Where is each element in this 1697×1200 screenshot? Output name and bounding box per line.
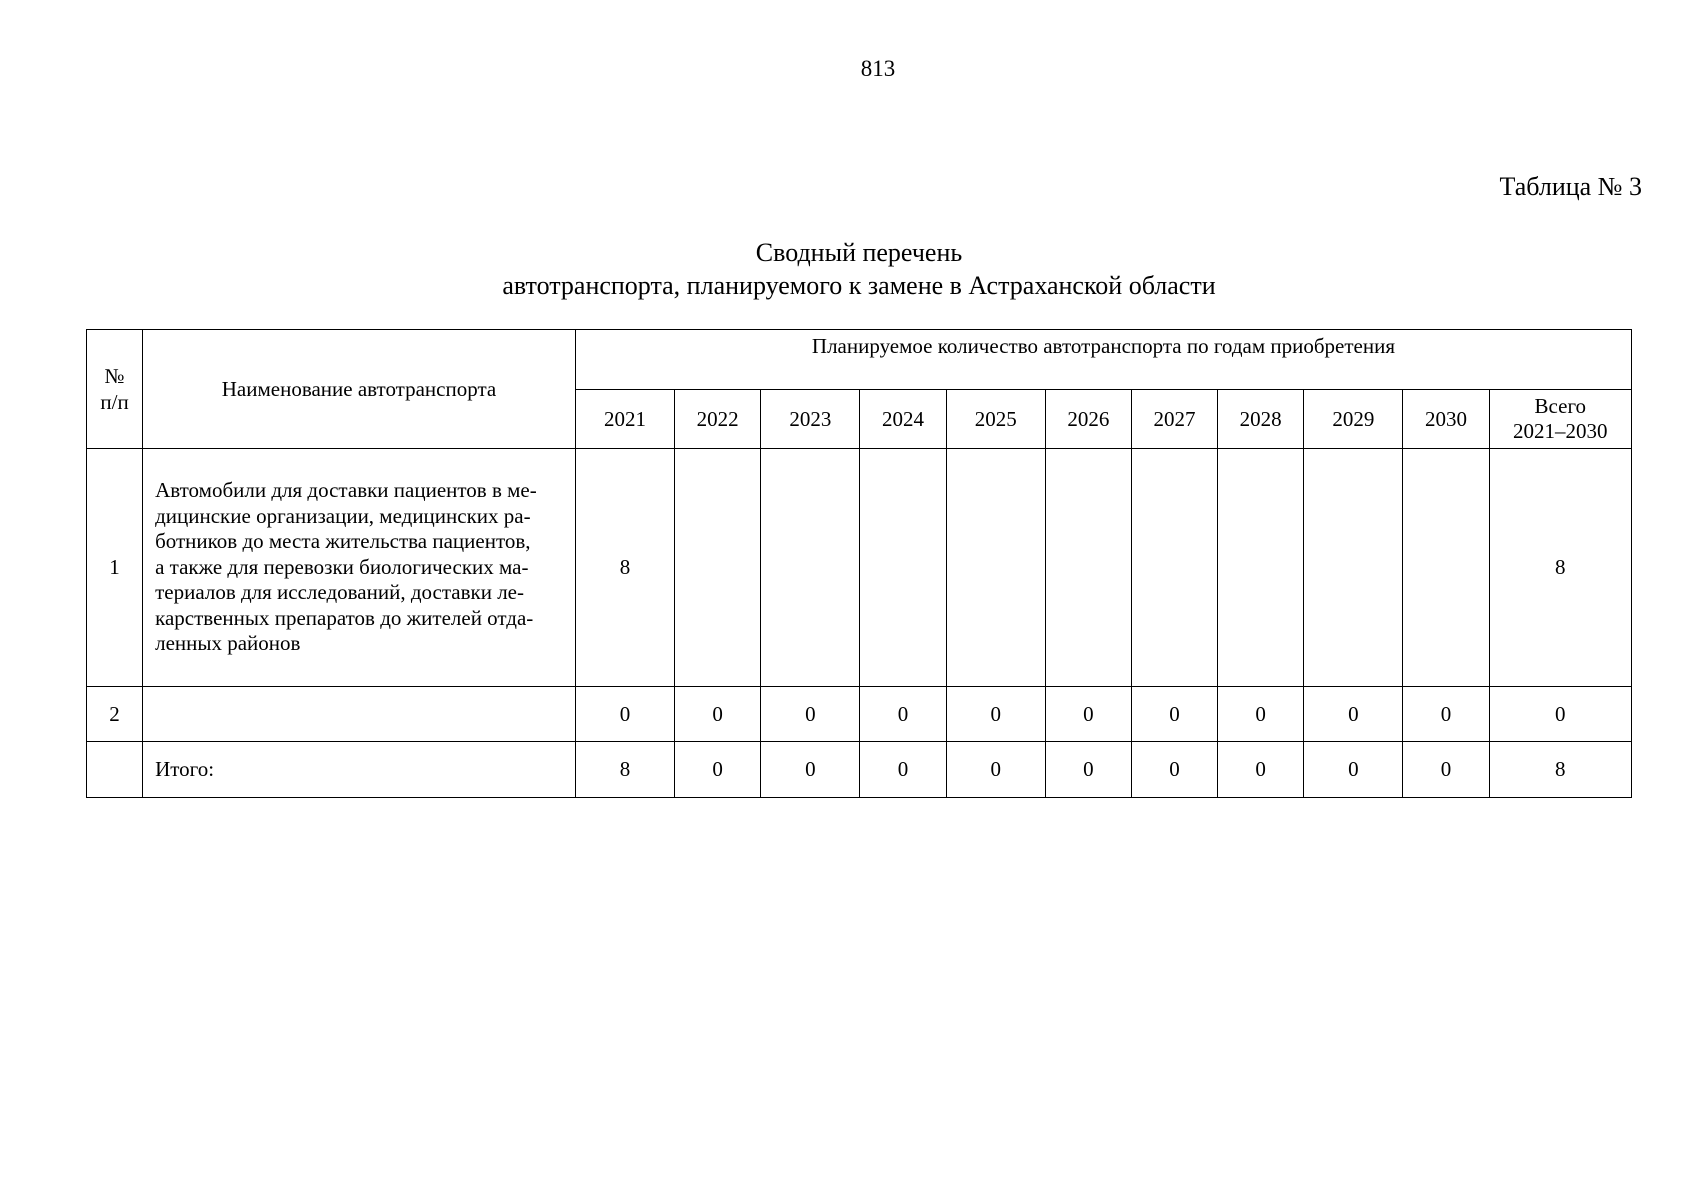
column-header-year: 2025 <box>946 390 1045 449</box>
vehicle-name-line: карственных препаратов до жителей отда- <box>155 605 534 630</box>
summary-value-cell: 0 <box>946 742 1045 798</box>
year-value-cell: 0 <box>761 687 860 742</box>
vehicle-name-line: Автомобили для доставки пациентов в ме- <box>155 478 537 503</box>
year-value-cell <box>946 449 1045 687</box>
year-value-cell: 0 <box>1131 687 1217 742</box>
header-row-group <box>87 330 1632 390</box>
vehicle-name-cell <box>143 687 576 742</box>
vehicle-name-line: а также для перевозки биологических ма- <box>155 554 529 579</box>
document-title-line-1: Сводный перечень <box>755 238 963 267</box>
table-row <box>87 687 1632 742</box>
row-number-cell: 2 <box>87 687 143 742</box>
column-header-name: Наименование автотранспорта <box>143 330 576 449</box>
total-value-cell: 0 <box>1489 687 1631 742</box>
table-label: Таблица № 3 <box>1499 172 1642 201</box>
summary-row <box>87 742 1632 798</box>
summary-value-cell: 8 <box>575 742 674 798</box>
summary-value-cell: 0 <box>860 742 946 798</box>
column-header-total-line-1: Всего <box>1534 394 1587 418</box>
column-header-year: 2028 <box>1218 390 1304 449</box>
column-header-year: 2024 <box>860 390 946 449</box>
year-value-cell: 0 <box>675 687 761 742</box>
document-title <box>86 236 1632 302</box>
vehicle-name-line: териалов для исследований, доставки ле- <box>155 580 524 605</box>
year-value-cell: 8 <box>575 449 674 687</box>
year-value-cell: 0 <box>860 687 946 742</box>
year-value-cell <box>860 449 946 687</box>
year-value-cell <box>1131 449 1217 687</box>
year-value-cell: 0 <box>1304 687 1403 742</box>
year-value-cell: 0 <box>1218 687 1304 742</box>
summary-value-cell: 0 <box>1304 742 1403 798</box>
year-value-cell <box>1045 449 1131 687</box>
year-value-cell <box>1218 449 1304 687</box>
year-value-cell <box>1403 449 1489 687</box>
column-header-year: 2023 <box>761 390 860 449</box>
column-header-year: 2021 <box>575 390 674 449</box>
year-value-cell: 0 <box>946 687 1045 742</box>
row-number-cell: 1 <box>87 449 143 687</box>
summary-total-cell: 8 <box>1489 742 1631 798</box>
vehicle-replacement-table <box>86 329 1632 798</box>
table-row <box>87 449 1632 687</box>
summary-value-cell: 0 <box>1045 742 1131 798</box>
total-value-cell: 8 <box>1489 449 1631 687</box>
vehicle-name-line: ботников до места жительства пациентов, <box>155 529 531 554</box>
column-header-number-line-2: п/п <box>100 390 129 414</box>
column-header-number <box>87 330 143 449</box>
year-value-cell: 0 <box>1045 687 1131 742</box>
summary-value-cell: 0 <box>1131 742 1217 798</box>
column-header-year: 2022 <box>675 390 761 449</box>
vehicle-name-line: ленных районов <box>155 631 301 656</box>
summary-value-cell: 0 <box>761 742 860 798</box>
summary-value-cell: 0 <box>675 742 761 798</box>
vehicle-name-cell <box>143 449 576 687</box>
document-title-line-2: автотранспорта, планируемого к замене в Астраханской области <box>502 271 1216 300</box>
summary-number-cell <box>87 742 143 798</box>
column-header-year: 2030 <box>1403 390 1489 449</box>
year-value-cell: 0 <box>1403 687 1489 742</box>
column-header-total <box>1489 390 1631 449</box>
year-value-cell: 0 <box>575 687 674 742</box>
summary-label: Итого: <box>143 742 576 798</box>
column-header-year: 2029 <box>1304 390 1403 449</box>
column-header-year: 2027 <box>1131 390 1217 449</box>
column-header-year: 2026 <box>1045 390 1131 449</box>
column-header-group-years: Планируемое количество автотранспорта по годам приобретения <box>575 330 1631 390</box>
summary-value-cell: 0 <box>1218 742 1304 798</box>
column-header-number-line-1: № <box>104 364 125 388</box>
year-value-cell <box>675 449 761 687</box>
summary-value-cell: 0 <box>1403 742 1489 798</box>
column-header-total-line-2: 2021–2030 <box>1513 419 1608 443</box>
vehicle-name-line: дицинские организации, медицинских ра- <box>155 503 531 528</box>
year-value-cell <box>761 449 860 687</box>
year-value-cell <box>1304 449 1403 687</box>
page-number: 813 <box>860 56 896 81</box>
